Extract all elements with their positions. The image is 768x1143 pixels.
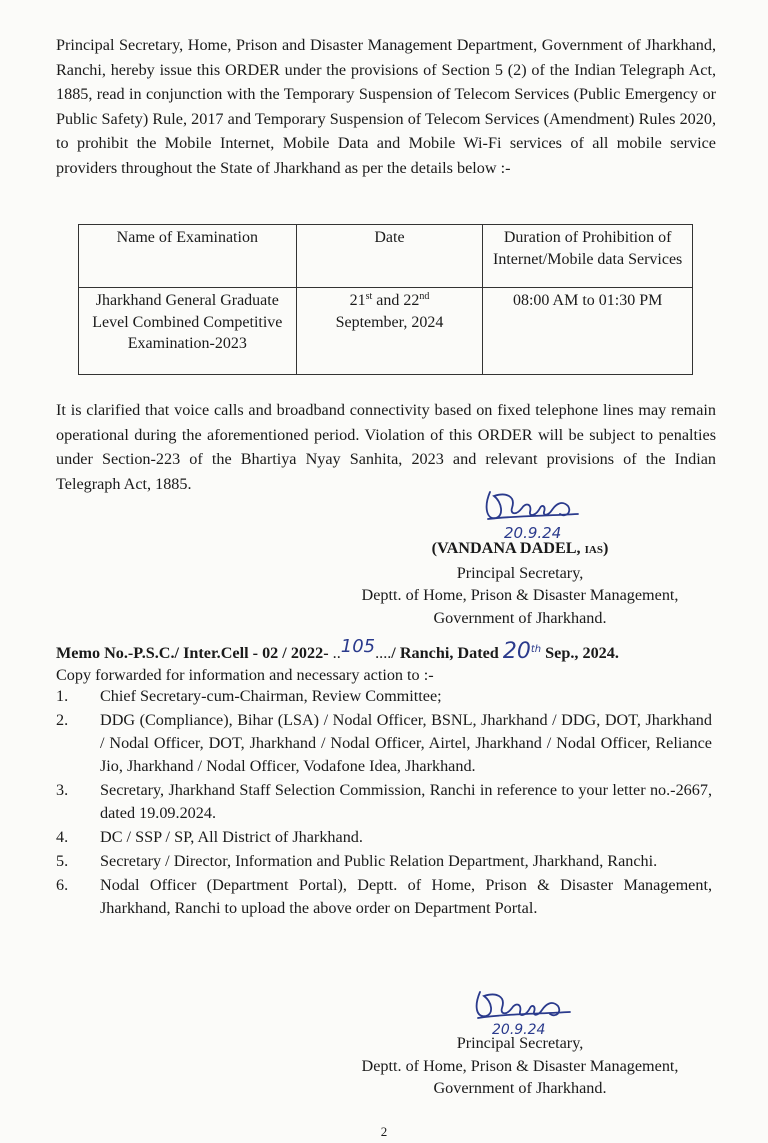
signature-block-2 — [330, 1032, 710, 1100]
examination-table — [78, 224, 693, 375]
signatory-department: Deptt. of Home, Prison & Disaster Management, — [361, 1056, 679, 1075]
cell-duration: 08:00 AM to 01:30 PM — [483, 288, 693, 375]
header-exam-name: Name of Examination — [79, 225, 297, 288]
signature-1-date: 20.9.24 — [504, 524, 562, 542]
intro-paragraph: Principal Secretary, Home, Prison and Disaster Management Department, Government of Jharkhand, Ranchi, hereby issue this ORDER under the provisions of Section 5 (2) of the Indian Telegraph Act, 1885, read in conjunction with the Temporary Suspension of Telecom Services (Public Emergency or Public Safety) Rule, 2017 and Temporary Suspension of Telecom Services (Amendment) Rules 2020, to prohibit the Mobile Internet, Mobile Data and Mobile Wi-Fi services of all mobile service providers throughout the State of Jharkhand as per the details below :- — [56, 36, 716, 177]
signatory-title: Principal Secretary, — [456, 563, 584, 582]
signatory-title: Principal Secretary, — [456, 1034, 584, 1052]
list-item: 4. DC / SSP / SP, All District of Jharkhand. — [56, 828, 363, 846]
page-number: 2 — [380, 1124, 388, 1139]
signatory-government: Government of Jharkhand. — [433, 1079, 607, 1097]
memo-date-handwritten: 20 — [502, 639, 531, 664]
memo-line: Memo No.-P.S.C./ Inter.Cell - 02 / 2022- ..105..../ Ranchi, Dated 20th Sep., 2024. — [56, 636, 619, 664]
header-date: Date — [296, 225, 483, 288]
signatory-name: (VANDANA DADEL, IAS) — [431, 539, 609, 557]
list-item: 3. Secretary, Jharkhand Staff Selection Commission, Ranchi in reference to your letter no.-2667, dated 19.09.2024. — [56, 781, 712, 822]
date-suffix-2: nd — [419, 291, 430, 302]
cell-date — [296, 288, 483, 375]
date-suffix-1: st — [365, 291, 373, 302]
clarification-paragraph: It is clarified that voice calls and broadband connectivity based on fixed telephone lines may remain operational during the aforementioned period. Violation of this ORDER will be subject to penalties under Section-223 of the Bhartiya Nyay Sanhita, 2023 and relevant provisions of the Indian Telegraph Act, 1885. — [56, 401, 716, 493]
table-row — [79, 288, 693, 375]
date-and: and — [372, 292, 404, 309]
date-month: September, 2024 — [335, 313, 444, 331]
list-item: 5. Secretary / Director, Information and Public Relation Department, Jharkhand, Ranchi. — [56, 852, 658, 870]
recipient-list — [56, 685, 712, 921]
header-duration: Duration of Prohibition of Internet/Mobile data Services — [483, 225, 693, 288]
date-day-2: 22 — [403, 292, 420, 309]
signature-block-1 — [330, 537, 710, 629]
list-item: 2. DDG (Compliance), Bihar (LSA) / Nodal Officer, BSNL, Jharkhand / DDG, DOT, Jharkhand / Nodal Officer, DOT, Jharkhand / Nodal Officer, Airtel, Jharkhand / Nodal Officer, Reliance Jio, Jharkhand / Nodal Officer, Vodafone Idea, Jharkhand. — [56, 711, 712, 775]
memo-number-handwritten: 105 — [340, 636, 376, 657]
copy-forwarded-line: Copy forwarded for information and necessary action to :- — [56, 666, 434, 684]
cell-exam-name: Jharkhand General Graduate Level Combined Competitive Examination-2023 — [79, 288, 297, 375]
signature-1-handwritten — [482, 486, 588, 542]
list-item: 1. Chief Secretary-cum-Chairman, Review Committee; — [56, 687, 442, 705]
signature-2-date: 20.9.24 — [492, 1022, 546, 1038]
table-header-row — [79, 225, 693, 288]
date-day-1: 21 — [349, 292, 366, 309]
signatory-department: Deptt. of Home, Prison & Disaster Management, — [361, 586, 679, 604]
signatory-government: Government of Jharkhand. — [433, 608, 607, 627]
list-item: 6. Nodal Officer (Department Portal), Deptt. of Home, Prison & Disaster Management, Jharkhand, Ranchi to upload the above order on Department Portal. — [56, 876, 712, 917]
